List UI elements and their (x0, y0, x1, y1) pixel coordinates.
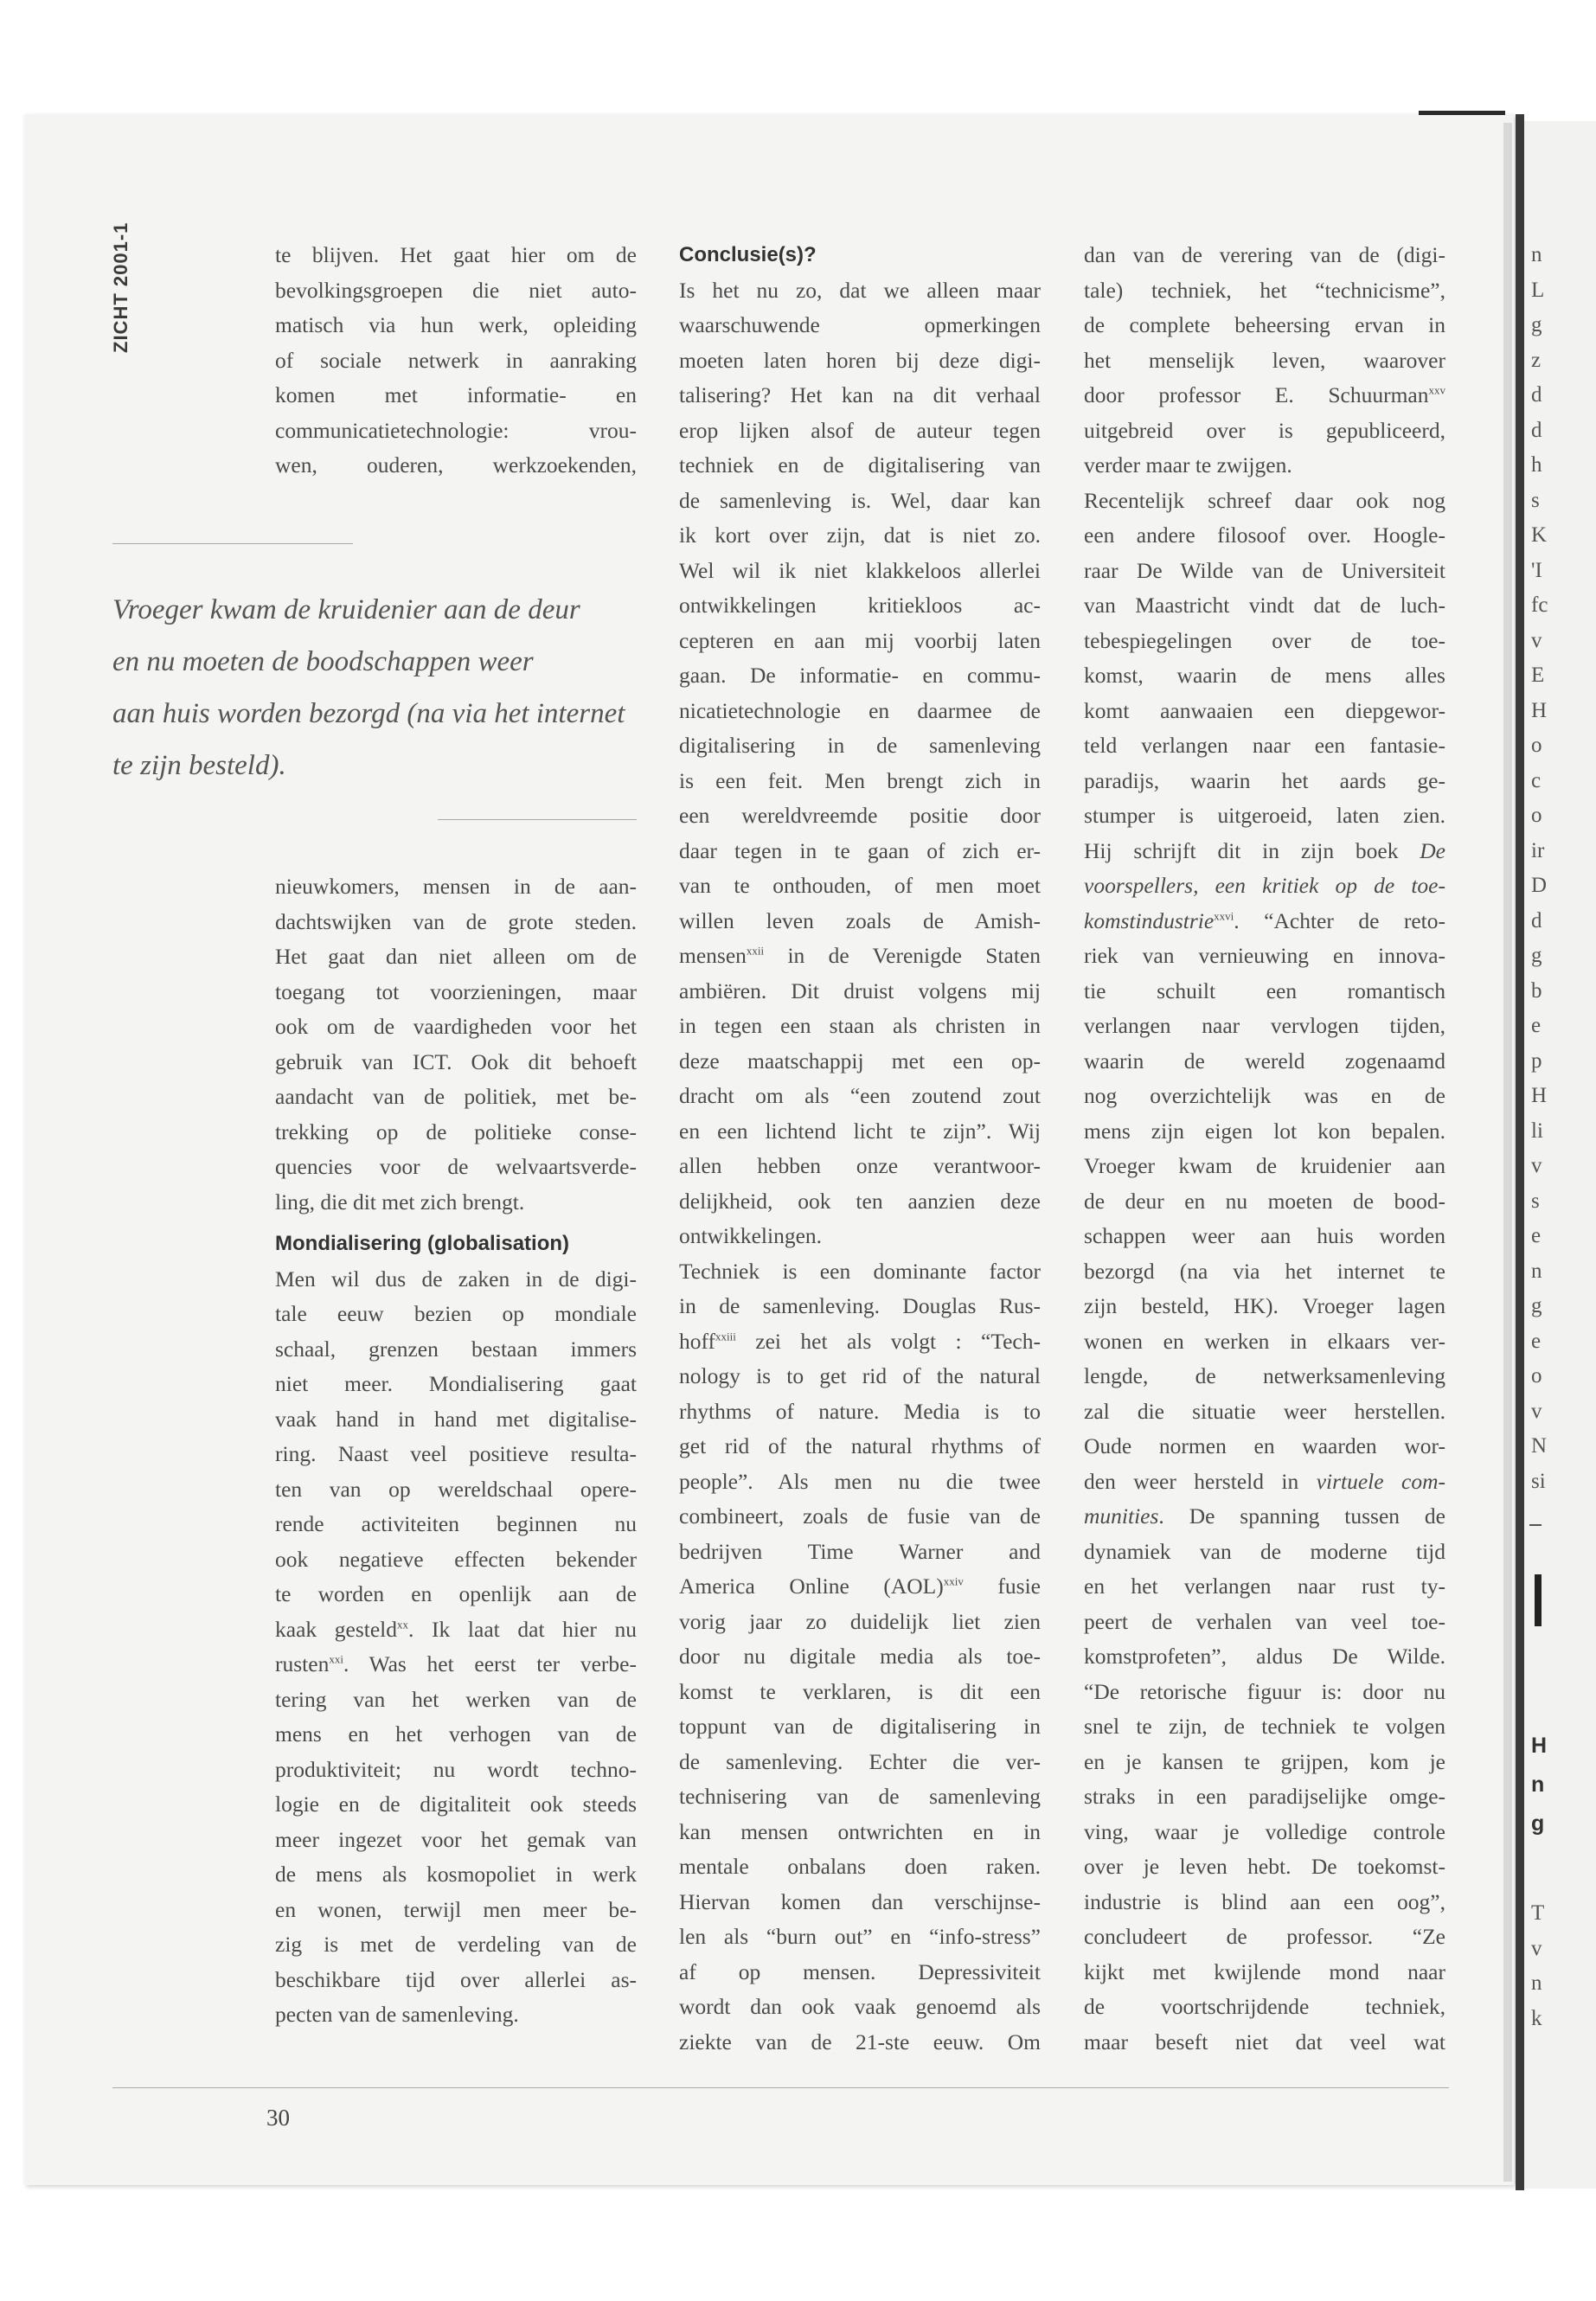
text-line: Het gaat dan niet alleen om de (275, 944, 637, 969)
page-edge (1503, 123, 1512, 2182)
text-line: te worden en openlijk aan de (275, 1581, 637, 1606)
text-line: schappen weer aan huis worden (1084, 1223, 1445, 1248)
text-line: matisch via hun werk, opleiding (275, 312, 637, 337)
text-line: ring. Naast veel positieve resulta- (275, 1441, 637, 1466)
text-fragment: mensen (679, 943, 747, 968)
text-line: mens en het verhogen van de (275, 1721, 637, 1747)
column-1-bottom (275, 869, 637, 2033)
text-fragment: door professor E. Schuurman (1084, 382, 1429, 407)
adjacent-page-fragment: g (1531, 1294, 1542, 1317)
text-line: nieuwkomers, mensen in de aan- (275, 874, 637, 899)
pull-quote-line: aan huis worden bezorgd (na via het internet (112, 698, 625, 729)
text-line: de complete beheersing ervan in (1084, 312, 1445, 337)
column-3 (1084, 238, 1445, 2060)
text-line: ontwikkelingen kritiekloos ac- (679, 593, 1041, 618)
text-line: industrie is blind aan een oog”, (1084, 1888, 1445, 1914)
footnote-ref: xxiii (715, 1330, 736, 1343)
text-line: door nu digitale media als toe- (679, 1644, 1041, 1669)
text-line: verlangen naar vervlogen tijden, (1084, 1013, 1445, 1038)
text-line (679, 939, 1041, 974)
text-line: ook om de vaardigheden voor het (275, 1014, 637, 1039)
text-line: in de samenleving. Douglas Rus- (679, 1293, 1041, 1318)
text-line: raar De Wilde van de Universiteit (1084, 557, 1445, 583)
text-line: een wereldvreemde positie door (679, 803, 1041, 828)
text-line: af op mensen. Depressiviteit (679, 1958, 1041, 1984)
text-line: het menselijk leven, waarover (1084, 347, 1445, 373)
text-line: de mens als kosmopoliet in werk (275, 1862, 637, 1887)
text-line: mens zijn eigen lot kon bepalen. (1084, 1118, 1445, 1144)
text-line: willen leven zoals de Amish- (679, 907, 1041, 933)
text-line (679, 1324, 1041, 1360)
text-line: tale) techniek, het “technicisme”, (1084, 277, 1445, 303)
text-line: riek van vernieuwing en innova- (1084, 943, 1445, 968)
adjacent-page-heading-fragment: g (1531, 1811, 1545, 1836)
footnote-ref: xxii (746, 944, 765, 958)
adjacent-page-fragment: e (1531, 1224, 1542, 1247)
adjacent-page-dash (1529, 1524, 1542, 1526)
text-line: komst, waarin de mens alles (1084, 663, 1445, 688)
footnote-ref: xxvi (1214, 909, 1234, 922)
text-line: ambiëren. Dit druist volgens mij (679, 977, 1041, 1003)
adjacent-page-fragment: z (1531, 348, 1542, 372)
text-line: combineert, zoals de fusie van de (679, 1503, 1041, 1529)
text-line: rhythms of nature. Media is to (679, 1398, 1041, 1424)
adjacent-page-fragment: e (1531, 1329, 1542, 1353)
text-line: en je kansen te grijpen, kom je (1084, 1748, 1445, 1774)
text-line: zig is met de verdeling van de (275, 1932, 637, 1957)
text-line: techniek en de digitalisering van (679, 452, 1041, 478)
text-line: nology is to get rid of the natural (679, 1363, 1041, 1388)
adjacent-page-fragment: e (1531, 1014, 1542, 1037)
adjacent-page-edge (1524, 121, 1596, 2189)
text-line: wonen en werken in elkaars ver- (1084, 1328, 1445, 1354)
page-number: 30 (266, 2105, 290, 2131)
text-line: Oude normen en waarden wor- (1084, 1433, 1445, 1458)
adjacent-page-fragment: D (1531, 874, 1548, 897)
text-line: people”. Als men nu die twee (679, 1468, 1041, 1494)
italic-term: munities (1084, 1503, 1159, 1529)
adjacent-page-fragment: H (1531, 698, 1548, 722)
text-line: Is het nu zo, dat we alleen maar (679, 277, 1041, 303)
text-line: ook negatieve effecten bekender (275, 1546, 637, 1572)
text-line: beschikbare tijd over allerlei as- (275, 1966, 637, 1992)
text-line: lengde, de netwerksamenleving (1084, 1363, 1445, 1388)
text-line: ziekte van de 21-ste eeuw. Om (679, 2029, 1041, 2054)
adjacent-page-fragment: K (1531, 523, 1548, 547)
text-line: daar tegen in te gaan of zich er- (679, 837, 1041, 863)
text-line: ling, die dit met zich brengt. (275, 1189, 525, 1215)
pull-quote (112, 584, 649, 792)
footnote-ref: xxv (1428, 383, 1445, 397)
text-line: ontwikkelingen. (679, 1223, 823, 1248)
text-line: mentale onbalans doen raken. (679, 1854, 1041, 1879)
text-line (1084, 1465, 1445, 1500)
adjacent-page-fragment: h (1531, 453, 1542, 477)
adjacent-page-fragment: d (1531, 908, 1542, 933)
text-line: zijn besteld, HK). Vroeger lagen (1084, 1293, 1445, 1318)
text-line: peert de verhalen van veel toe- (1084, 1608, 1445, 1634)
text-line: cepteren en aan mij voorbij laten (679, 627, 1041, 653)
text-line: vaak hand in hand met digitalise- (275, 1406, 637, 1432)
text-line: paradijs, waarin het aards ge- (1084, 767, 1445, 793)
text-line: niet meer. Mondialisering gaat (275, 1371, 637, 1396)
text-line: dan van de verering van de (digi- (1084, 242, 1445, 267)
text-line (1084, 834, 1445, 869)
text-line: delijkheid, ook ten aanzien deze (679, 1188, 1041, 1214)
text-fragment: America Online (AOL) (679, 1574, 944, 1599)
pull-quote-bottom-rule (438, 819, 637, 820)
text-line: te blijven. Het gaat hier om de (275, 242, 637, 267)
text-fragment: . Ik laat dat hier nu (408, 1616, 637, 1642)
pull-quote-line: Vroeger kwam de kruidenier aan de deur (112, 594, 580, 625)
text-line: Men wil dus de zaken in de digi- (275, 1266, 637, 1292)
text-line: logie en de digitaliteit ook steeds (275, 1791, 637, 1817)
text-line (1084, 378, 1445, 413)
text-line: verder maar te zwijgen. (1084, 452, 1292, 478)
adjacent-page-fragment: si (1531, 1469, 1546, 1493)
text-line: teld verlangen naar een fantasie- (1084, 733, 1445, 758)
text-line: kan mensen ontwrichten en in (679, 1818, 1041, 1844)
adjacent-page-fragment: k (1531, 2006, 1542, 2030)
adjacent-page-fragment: p (1531, 1048, 1542, 1073)
adjacent-page-fragment: 'I (1531, 558, 1542, 582)
text-line: nog overzichtelijk was en de (1084, 1083, 1445, 1108)
text-line: concludeert de professor. “Ze (1084, 1924, 1445, 1949)
adjacent-page-fragment: g (1531, 944, 1542, 967)
binding-spine (1516, 114, 1524, 2190)
text-line: straks in een paradijselijke omge- (1084, 1784, 1445, 1809)
adjacent-page-fragment: c (1531, 768, 1542, 792)
adjacent-page-fragment: E (1531, 663, 1545, 687)
text-line: dracht om als “een zoutend zout (679, 1083, 1041, 1108)
text-line: deze maatschappij met een op- (679, 1048, 1041, 1074)
text-line: van te onthouden, of men moet (679, 873, 1041, 898)
text-line: toppunt van de digitalisering in (679, 1714, 1041, 1739)
text-line: ten van op wereldschaal opere- (275, 1476, 637, 1502)
adjacent-page-fragment: o (1531, 734, 1542, 757)
text-line: nicatietechnologie en daarmee de (679, 697, 1041, 723)
adjacent-page-fragment: s (1531, 488, 1540, 512)
text-line (275, 1647, 637, 1682)
text-line: meer ingezet voor het gemak van (275, 1826, 637, 1852)
text-line: van Maastricht vindt dat de luch- (1084, 593, 1445, 618)
text-line: Vroeger kwam de kruidenier aan (1084, 1153, 1445, 1178)
adjacent-page-fragment: li (1531, 1118, 1543, 1143)
adjacent-page-fragment: d (1531, 383, 1542, 407)
adjacent-page-fragment: g (1531, 313, 1542, 336)
binding-top-bar (1419, 111, 1505, 115)
text-line: len als “burn out” en “info-stress” (679, 1924, 1041, 1949)
adjacent-page-heading-fragment: n (1531, 1772, 1545, 1797)
pull-quote-line: en nu moeten de boodschappen weer (112, 646, 534, 677)
adjacent-page-heading-fragment: H (1531, 1734, 1548, 1758)
text-line: bevolkingsgroepen die niet auto- (275, 277, 637, 303)
adjacent-page-fragment: n (1531, 1971, 1542, 1995)
text-line: communicatietechnologie: vrou- (275, 417, 637, 443)
text-fragment: . “Achter de reto- (1234, 907, 1445, 933)
text-line: waarschuwende opmerkingen (679, 312, 1041, 337)
text-fragment: zei het als volgt : “Tech- (735, 1328, 1041, 1354)
footnote-ref: xxiv (943, 1574, 964, 1588)
text-fragment: rusten (275, 1651, 330, 1676)
text-line: komt aanwaaien een diepgewor- (1084, 697, 1445, 723)
text-line: een andere filosoof over. Hoogle- (1084, 522, 1445, 548)
text-fragment: fusie (963, 1574, 1042, 1599)
text-line: en wonen, terwijl men meer be- (275, 1896, 637, 1922)
text-line: moeten laten horen bij deze digi- (679, 347, 1041, 373)
text-line: Techniek is een dominante factor (679, 1258, 1041, 1284)
adjacent-page-fragment: b (1531, 978, 1542, 1003)
footnote-ref: xx (397, 1618, 409, 1631)
text-line: maar beseft niet dat veel wat (1084, 2029, 1445, 2054)
adjacent-page-fragment: ir (1531, 838, 1545, 862)
text-line: schaal, grenzen bestaan immers (275, 1336, 637, 1362)
book-title: De (1420, 837, 1445, 863)
italic-term: virtuele com- (1316, 1468, 1446, 1494)
text-line: snel te zijn, de techniek te volgen (1084, 1714, 1445, 1739)
text-line: dynamiek van de moderne tijd (1084, 1538, 1445, 1564)
text-line: uitgebreid over is gepubliceerd, (1084, 417, 1445, 443)
adjacent-page-fragment: n (1531, 243, 1542, 266)
text-line: waarin de wereld zogenaamd (1084, 1048, 1445, 1074)
adjacent-page-bar (1535, 1574, 1542, 1626)
text-line: is een feit. Men brengt zich in (679, 767, 1041, 793)
text-line: quencies voor de welvaartsverde- (275, 1154, 637, 1179)
text-line: of sociale netwerk in aanraking (275, 347, 637, 373)
text-line: Hiervan komen dan verschijnse- (679, 1888, 1041, 1914)
text-line: de voortschrijdende techniek, (1084, 1994, 1445, 2019)
adjacent-page-fragment: v (1531, 1936, 1542, 1960)
text-line: de deur en nu moeten de bood- (1084, 1188, 1445, 1214)
text-fragment: hoff (679, 1328, 716, 1354)
text-line: “De retorische figuur is: door nu (1084, 1678, 1445, 1704)
text-line: get rid of the natural rhythms of (679, 1433, 1041, 1458)
text-line: Wel wil ik niet klakkeloos allerlei (679, 557, 1041, 583)
text-line (1084, 868, 1445, 904)
book-title: komstindustrie (1084, 907, 1215, 933)
text-fragment: den weer hersteld in (1084, 1468, 1317, 1494)
text-line: de samenleving. Echter die ver- (679, 1748, 1041, 1774)
adjacent-page-fragment: s (1531, 1189, 1540, 1213)
text-line: tie schuilt een romantisch (1084, 977, 1445, 1003)
text-line: trekking op de politieke conse- (275, 1118, 637, 1144)
text-line: Recentelijk schreef daar ook nog (1084, 487, 1445, 513)
text-line: ving, waar je volledige controle (1084, 1818, 1445, 1844)
section-heading-mondialisering: Mondialisering (globalisation) (275, 1232, 570, 1255)
text-fragment: . De spanning tussen de (1158, 1503, 1445, 1529)
text-line (275, 1612, 637, 1648)
text-line: wen, ouderen, werkzoekenden, (275, 452, 637, 478)
adjacent-page-fragment: T (1531, 1901, 1545, 1925)
text-line: digitalisering in de samenleving (679, 733, 1041, 758)
text-line: komstprofeten”, aldus De Wilde. (1084, 1644, 1445, 1669)
text-line: over je leven hebt. De toekomst- (1084, 1854, 1445, 1879)
adjacent-page-fragment: o (1531, 1364, 1542, 1388)
text-line: tebespiegelingen over de toe- (1084, 627, 1445, 653)
text-line: gebruik van ICT. Ook dit behoeft (275, 1048, 637, 1074)
footnote-ref: xxi (329, 1652, 343, 1666)
adjacent-page-fragment: L (1531, 278, 1545, 302)
adjacent-page-fragment: N (1531, 1434, 1548, 1458)
column-2 (679, 238, 1041, 2060)
section-heading-conclusie: Conclusie(s)? (679, 243, 817, 266)
text-line: rende activiteiten beginnen nu (275, 1511, 637, 1536)
text-fragment: Hij schrijft dit in zijn boek (1084, 837, 1420, 863)
footer-rule (112, 2087, 1449, 2088)
text-line: bezorgd (na via het internet te (1084, 1258, 1445, 1284)
text-line: vorig jaar zo duidelijk liet zien (679, 1608, 1041, 1634)
book-title: voorspellers, een kritiek op de toe- (1084, 873, 1445, 898)
text-line: en een lichtend licht te zijn”. Wij (679, 1118, 1041, 1144)
text-line: gaan. De informatie- en commu- (679, 663, 1041, 688)
text-line: pecten van de samenleving. (275, 2002, 519, 2027)
text-line: bedrijven Time Warner and (679, 1538, 1041, 1564)
text-fragment: kaak gesteld (275, 1616, 398, 1642)
adjacent-page-fragment: v (1531, 1154, 1542, 1177)
journal-sidebar-label: ZICHT 2001-1 (110, 221, 131, 353)
text-line: aandacht van de politiek, met be- (275, 1084, 637, 1109)
text-line: tering van het werken van de (275, 1686, 637, 1712)
adjacent-page-fragment: v (1531, 1399, 1542, 1423)
text-line: en het verlangen naar rust ty- (1084, 1574, 1445, 1599)
adjacent-page-fragment: v (1531, 628, 1542, 652)
text-line: de samenleving is. Wel, daar kan (679, 487, 1041, 513)
text-line: kijkt met kwijlende mond naar (1084, 1958, 1445, 1984)
adjacent-page-fragment: o (1531, 804, 1542, 827)
text-line: stumper is uitgeroeid, laten zien. (1084, 803, 1445, 828)
text-line (1084, 1499, 1445, 1535)
text-line: dachtswijken van de grote steden. (275, 908, 637, 934)
column-1-top (275, 238, 637, 484)
text-line: produktiviteit; nu wordt techno- (275, 1756, 637, 1782)
text-line (679, 1569, 1041, 1605)
text-line: wordt dan ook vaak genoemd als (679, 1994, 1041, 2019)
text-fragment: . Was het eerst ter verbe- (343, 1651, 637, 1676)
text-fragment: in de Verenigde Staten (764, 943, 1041, 968)
text-line: talisering? Het kan na dit verhaal (679, 382, 1041, 407)
adjacent-page-fragment: H (1531, 1084, 1548, 1107)
text-line: erop lijken alsof de auteur tegen (679, 417, 1041, 443)
text-line: ik kort over zijn, dat is niet zo. (679, 522, 1041, 548)
text-line: komen met informatie- en (275, 382, 637, 407)
text-line (1084, 904, 1445, 939)
text-line: allen hebben onze verantwoor- (679, 1153, 1041, 1178)
text-line: technisering van de samenleving (679, 1784, 1041, 1809)
adjacent-page-fragment: d (1531, 418, 1542, 442)
text-line: toegang tot voorzieningen, maar (275, 978, 637, 1004)
pull-quote-top-rule (112, 543, 353, 544)
pull-quote-line: te zijn besteld). (112, 750, 286, 781)
text-line: komst te verklaren, is dit een (679, 1678, 1041, 1704)
adjacent-page-fragment: fc (1531, 593, 1548, 617)
text-line: zal die situatie weer herstellen. (1084, 1398, 1445, 1424)
text-line: tale eeuw bezien op mondiale (275, 1301, 637, 1326)
text-line: in tegen een staan als christen in (679, 1013, 1041, 1038)
adjacent-page-fragment: n (1531, 1259, 1542, 1283)
